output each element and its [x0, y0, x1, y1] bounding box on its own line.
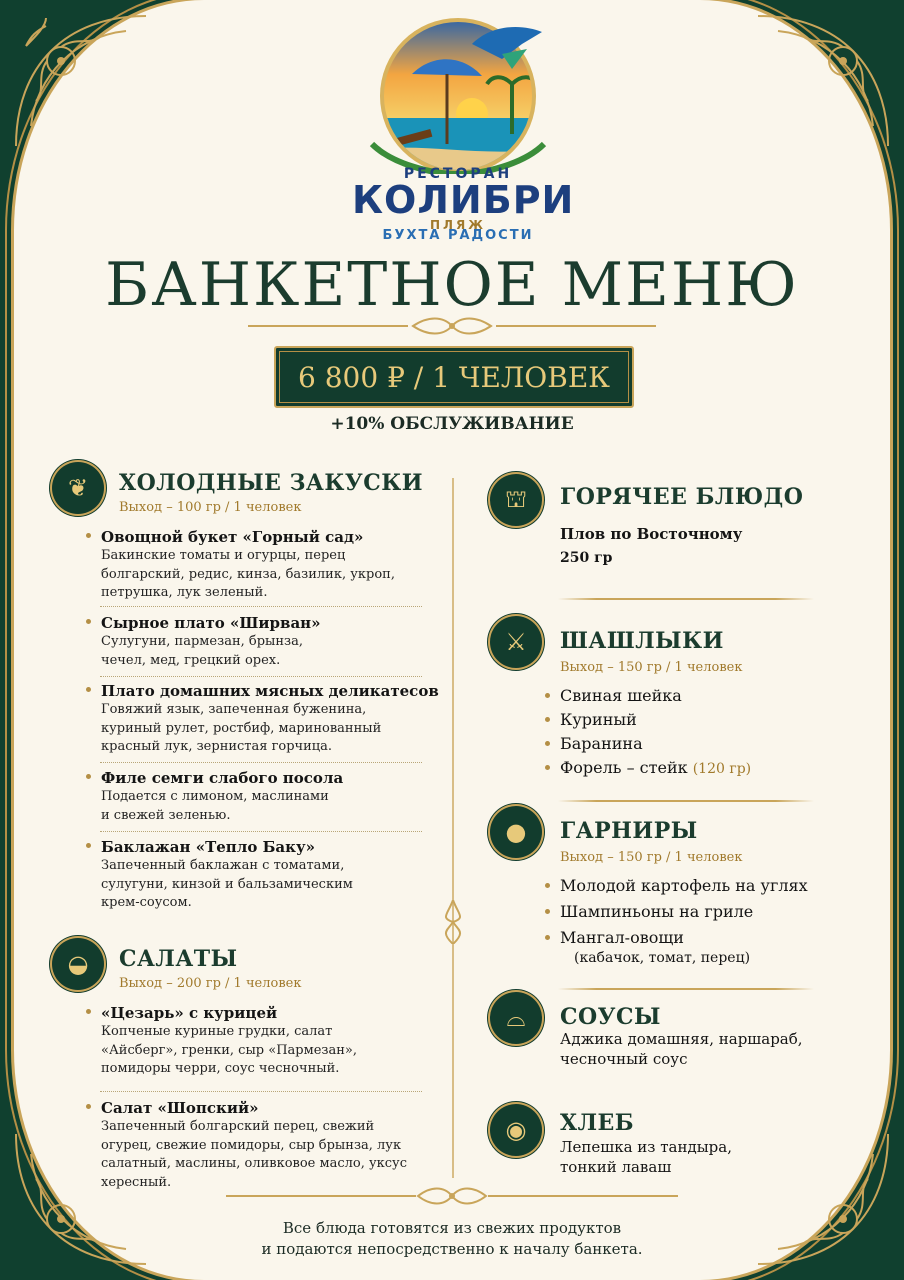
section-title-shashlik: ШАШЛЫКИ	[560, 628, 724, 654]
list-item	[560, 928, 684, 947]
title-divider	[248, 316, 656, 336]
item-separator	[100, 676, 422, 677]
bread-line: Лепешка из тандыра,	[560, 1138, 732, 1156]
section-portion-cold: Выход – 100 гр / 1 человек	[119, 500, 302, 515]
section-title-cold: ХОЛОДНЫЕ ЗАКУСКИ	[119, 470, 424, 496]
list-item	[560, 710, 637, 729]
dish-name: Баранина	[560, 734, 643, 753]
price-badge: 6 800 ₽ / 1 ЧЕЛОВЕК	[274, 346, 634, 408]
restaurant-logo	[352, 14, 575, 246]
footer-note	[0, 1218, 904, 1260]
hot-dish-weight: 250 гр	[560, 550, 613, 566]
section-portion-shashlik: Выход – 150 гр / 1 человек	[560, 660, 743, 675]
bullet-icon	[545, 883, 550, 888]
dish-name: Овощной букет «Горный сад»	[101, 528, 364, 546]
bullet-icon	[86, 843, 91, 848]
list-item	[86, 613, 422, 670]
dish-description: Копченые куриные грудки, салат «Айсберг», гренки, сыр «Пармезан», помидоры черри, соус чесночный.	[101, 1024, 358, 1076]
section-divider	[558, 800, 814, 802]
corner-ornament	[748, 6, 898, 156]
list-item	[560, 734, 643, 753]
logo-beach-label: ПЛЯЖ	[430, 218, 486, 232]
dish-name: Салат «Шопский»	[101, 1099, 259, 1117]
bullet-icon	[86, 533, 91, 538]
logo-name: КОЛИБРИ	[352, 178, 575, 222]
section-portion-salads: Выход – 200 гр / 1 человек	[119, 976, 302, 991]
item-separator	[100, 606, 422, 607]
list-item	[86, 1003, 422, 1079]
list-item	[560, 758, 751, 777]
section-title-sauces: СОУСЫ	[560, 1004, 661, 1030]
dish-name: Свиная шейка	[560, 686, 682, 705]
column-divider-ornament	[438, 900, 468, 944]
bullet-icon	[545, 909, 550, 914]
dish-note: (кабачок, томат, перец)	[574, 950, 751, 966]
dish-description: Запеченный болгарский перец, свежий огурец, свежие помидоры, сыр брынза, лук салатный, маслины, оливковое масло, уксус хересный.	[101, 1119, 407, 1190]
dish-name: Молодой картофель на углях	[560, 876, 808, 895]
logo-bay-label: БУХТА РАДОСТИ	[382, 228, 534, 243]
list-item	[86, 768, 422, 825]
section-title-garnish: ГАРНИРЫ	[560, 818, 698, 844]
item-separator	[100, 1091, 422, 1092]
list-item	[86, 837, 422, 913]
section-title-salads: САЛАТЫ	[119, 946, 238, 972]
logo-restaurant-label: РЕСТОРАН	[403, 166, 513, 182]
bullet-icon	[86, 619, 91, 624]
bullet-icon	[86, 774, 91, 779]
section-divider	[558, 598, 814, 600]
dish-name: Куриный	[560, 710, 637, 729]
list-item	[86, 1098, 422, 1192]
footer-line: Все блюда готовятся из свежих продуктов	[282, 1219, 622, 1237]
bullet-icon	[545, 741, 550, 746]
bread-icon: ◉	[490, 1104, 542, 1156]
dish-name: Шампиньоны на гриле	[560, 902, 754, 921]
list-item	[560, 686, 682, 705]
section-divider	[558, 988, 814, 990]
potatoes-icon: ●	[490, 806, 542, 858]
dish-name: Сырное плато «Ширван»	[101, 614, 321, 632]
list-item	[86, 681, 439, 757]
footer-divider	[226, 1186, 678, 1206]
sauces-line: чесночный соус	[560, 1050, 688, 1068]
gravy-boat-icon: ⌓	[490, 992, 542, 1044]
sauces-line: Аджика домашняя, наршараб,	[560, 1030, 803, 1048]
bullet-icon	[86, 1104, 91, 1109]
dish-description: Подается с лимоном, маслинами и свежей зеленью.	[101, 789, 329, 823]
beach-scene-icon	[352, 14, 564, 174]
dish-description: Бакинские томаты и огурцы, перец болгарский, редис, кинза, базилик, укроп, петрушка, лук зеленый.	[101, 548, 395, 600]
dish-description: Говяжий язык, запеченная буженина, куриный рулет, ростбиф, маринованный красный лук, зернистая горчица.	[101, 702, 382, 754]
bullet-icon	[86, 687, 91, 692]
footer-line: и подаются непосредственно к началу банкета.	[261, 1240, 643, 1258]
dish-name: Филе семги слабого посола	[101, 769, 344, 787]
leaf-icon: ❦	[52, 462, 104, 514]
service-charge: +10% ОБСЛУЖИВАНИЕ	[330, 414, 574, 434]
list-item	[560, 902, 753, 921]
dish-name: Форель – стейк	[560, 758, 688, 777]
cloche-icon: ⛫	[490, 474, 542, 526]
dish-description: Сулугуни, пармезан, брынза, чечел, мед, грецкий орех.	[101, 634, 304, 668]
hot-dish-name: Плов по Восточному	[560, 525, 743, 543]
item-separator	[100, 831, 422, 832]
skewer-icon: ⚔	[490, 616, 542, 668]
item-separator	[100, 762, 422, 763]
dish-name: Плато домашних мясных деликатесов	[101, 682, 439, 700]
bullet-icon	[545, 693, 550, 698]
section-portion-garnish: Выход – 150 гр / 1 человек	[560, 850, 743, 865]
bullet-icon	[545, 935, 550, 940]
bread-line: тонкий лаваш	[560, 1158, 672, 1176]
bullet-icon	[545, 765, 550, 770]
dish-name: Баклажан «Тепло Баку»	[101, 838, 315, 856]
bullet-icon	[545, 717, 550, 722]
section-title-hot: ГОРЯЧЕЕ БЛЮДО	[560, 484, 804, 510]
dish-name: Мангал-овощи	[560, 928, 684, 947]
section-title-bread: ХЛЕБ	[560, 1110, 635, 1136]
page-title: БАНКЕТНОЕ МЕНЮ	[105, 250, 799, 320]
list-item	[560, 876, 808, 895]
dish-weight-note: (120 гр)	[692, 761, 752, 777]
bullet-icon	[86, 1009, 91, 1014]
salad-bowl-icon: ◒	[52, 938, 104, 990]
dish-name: «Цезарь» с курицей	[101, 1004, 278, 1022]
dish-description: Запеченный баклажан с томатами, сулугуни, кинзой и бальзамическим крем-соусом.	[101, 858, 353, 910]
corner-ornament	[6, 6, 156, 156]
list-item	[86, 527, 422, 603]
column-divider	[452, 478, 454, 1178]
